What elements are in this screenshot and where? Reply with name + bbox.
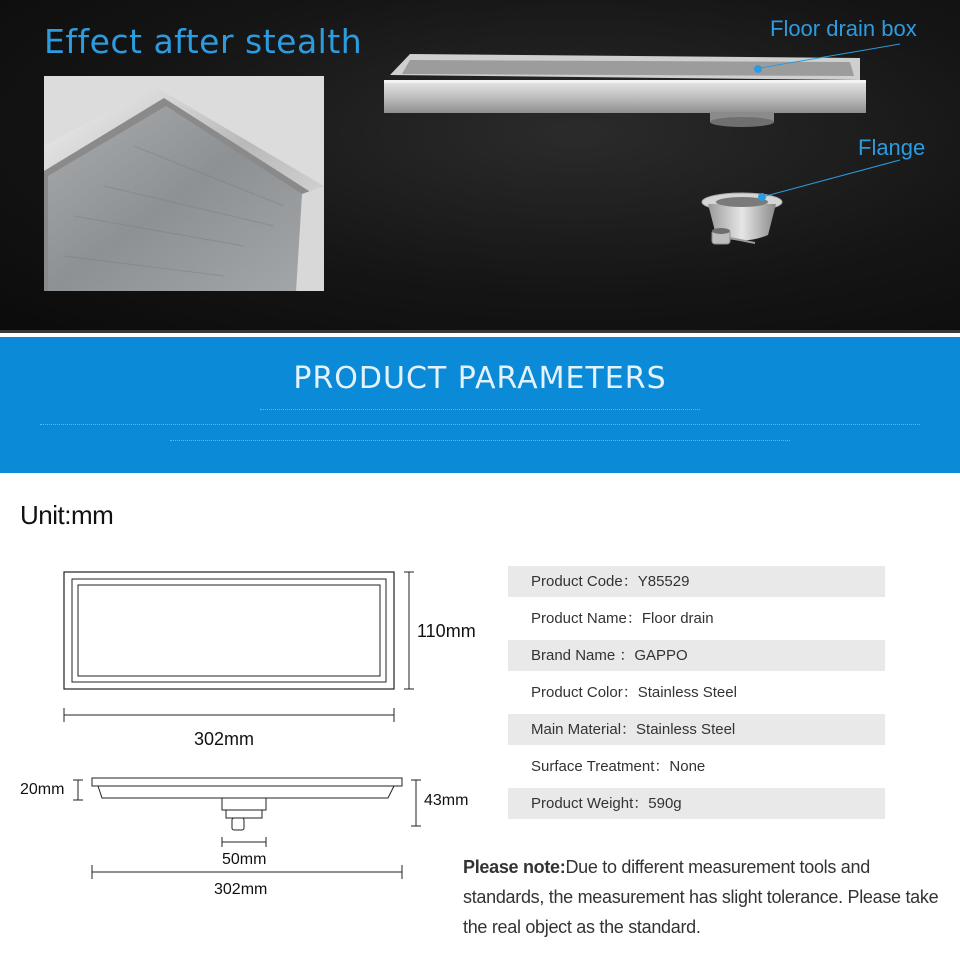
param-product-code: Product Code：Y85529 [508,566,885,597]
decorative-texture [40,424,920,425]
product-parameters-banner [0,337,960,473]
product-showcase [0,0,960,333]
tolerance-note [463,852,943,942]
side-depth-label: 20mm [20,781,65,798]
param-product-name: Product Name：Floor drain [531,610,714,627]
total-depth-label: 43mm [424,792,469,809]
param-product-weight: Product Weight：590g [508,788,885,819]
section-title: PRODUCT PARAMETERS [293,361,667,396]
length-dimension-label: 302mm [194,729,255,749]
note-heading: Please note: [463,857,566,877]
flange-label: Flange [858,135,926,160]
stealth-effect-photo [44,76,324,291]
param-product-color: Product Color：Stainless Steel [531,684,737,701]
drain-product-illustration [380,40,940,280]
param-surface-treatment: Surface Treatment：None [531,758,706,775]
outlet-diameter-label: 50mm [222,851,267,868]
param-main-material: Main Material：Stainless Steel [508,714,885,745]
effect-title: Effect after stealth [44,22,363,61]
decorative-texture [170,440,790,441]
height-dimension-label: 110mm [417,621,476,641]
floor-drain-box-label: Floor drain box [770,16,917,41]
decorative-texture [260,409,700,410]
unit-label: Unit:mm [20,500,114,530]
side-length-label: 302mm [214,881,268,898]
parameters-table [508,566,885,825]
note-text: Due to different measurement tools and standards, the measurement has slight tolerance. Please take the real object as the standard. [463,857,939,937]
param-brand-name: Brand Name ：GAPPO [508,640,885,671]
